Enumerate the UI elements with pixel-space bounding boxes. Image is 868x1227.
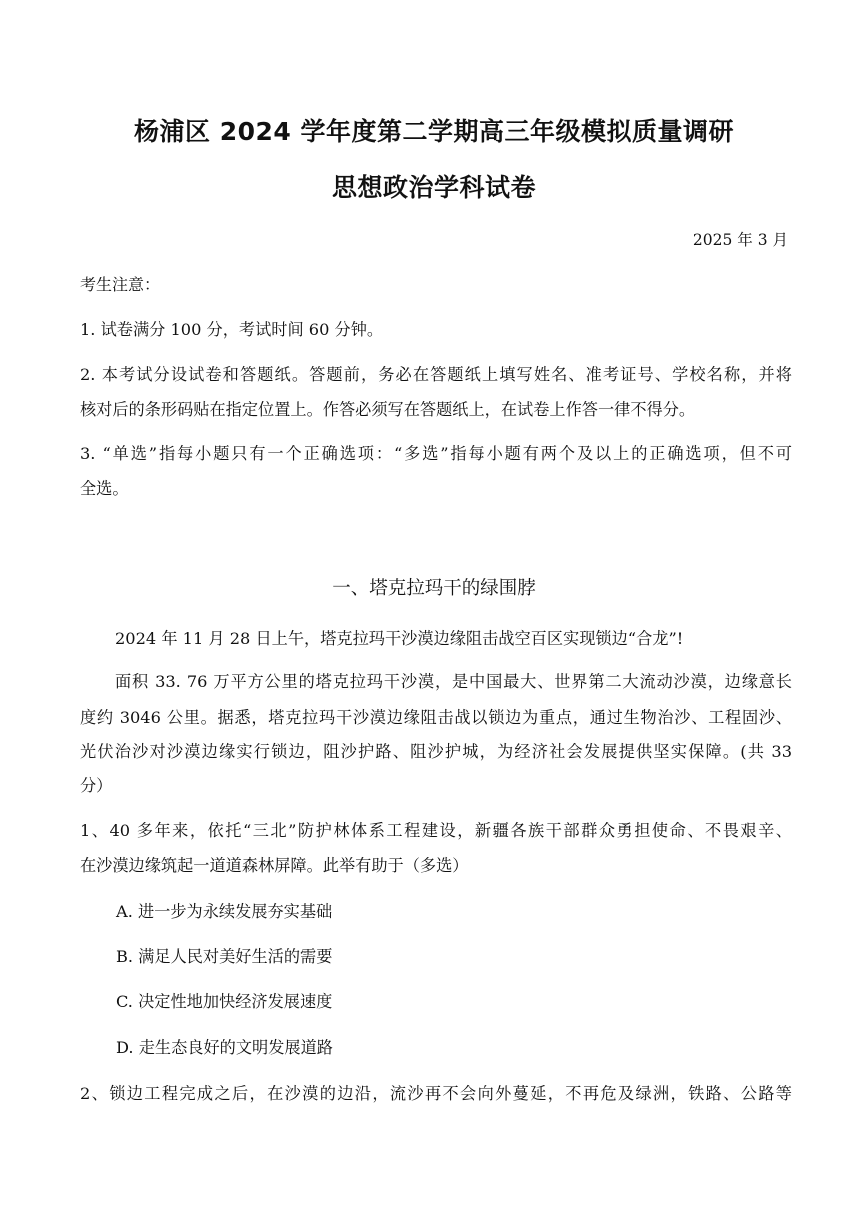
question-1-option-d: D. 走生态良好的文明发展道路 [116, 1038, 333, 1057]
question-1-option-a: A. 进一步为永续发展夯实基础 [116, 902, 333, 921]
section-body-line-3: 光伏治沙对沙漠边缘实行锁边，阻沙护路、阻沙护城，为经济社会发展提供坚实保障。(共 33 [80, 742, 792, 761]
question-1-option-b: B. 满足人民对美好生活的需要 [116, 947, 333, 966]
section-title: 一、塔克拉玛干的绿围脖 [332, 578, 536, 599]
notice-item-3-line-1: 3. “单选”指每小题只有一个正确选项：“多选”指每小题有两个及以上的正确选项，但不可 [80, 444, 792, 463]
exam-subtitle: 思想政治学科试卷 [331, 173, 536, 202]
question-2-line-1: 2、锁边工程完成之后，在沙漠的边沿，流沙再不会向外蔓延，不再危及绿洲，铁路、公路等 [80, 1084, 792, 1103]
notice-heading: 考生注意： [80, 275, 161, 294]
notice-item-2-line-1: 2. 本考试分设试卷和答题纸。答题前，务必在答题纸上填写姓名、准考证号、学校名称，并将 [80, 365, 792, 384]
question-1-line-2: 在沙漠边缘筑起一道道森林屏障。此举有助于（多选） [80, 856, 469, 875]
section-body-line-4: 分） [80, 776, 113, 795]
exam-date: 2025 年 3 月 [692, 231, 788, 249]
question-1-line-1: 1、40 多年来，依托“三北”防护林体系工程建设，新疆各族干部群众勇担使命、不畏艰辛、 [80, 821, 792, 840]
question-1-option-c: C. 决定性地加快经济发展速度 [116, 992, 333, 1011]
section-body-line-2: 度约 3046 公里。据悉，塔克拉玛干沙漠边缘阻击战以锁边为重点，通过生物治沙、工程固沙、 [80, 708, 792, 727]
section-body-line-1: 面积 33. 76 万平方公里的塔克拉玛干沙漠，是中国最大、世界第二大流动沙漠，边缘意长 [115, 672, 792, 691]
section-intro-paragraph: 2024 年 11 月 28 日上午，塔克拉玛干沙漠边缘阻击战空百区实现锁边“合龙”! [115, 629, 684, 648]
notice-item-3-line-2: 全选。 [80, 479, 129, 498]
notice-item-1: 1. 试卷满分 100 分，考试时间 60 分钟。 [80, 320, 384, 339]
exam-title: 杨浦区 2024 学年度第二学期高三年级模拟质量调研 [134, 117, 734, 146]
notice-item-2-line-2: 核对后的条形码贴在指定位置上。作答必须写在答题纸上，在试卷上作答一律不得分。 [80, 400, 696, 419]
